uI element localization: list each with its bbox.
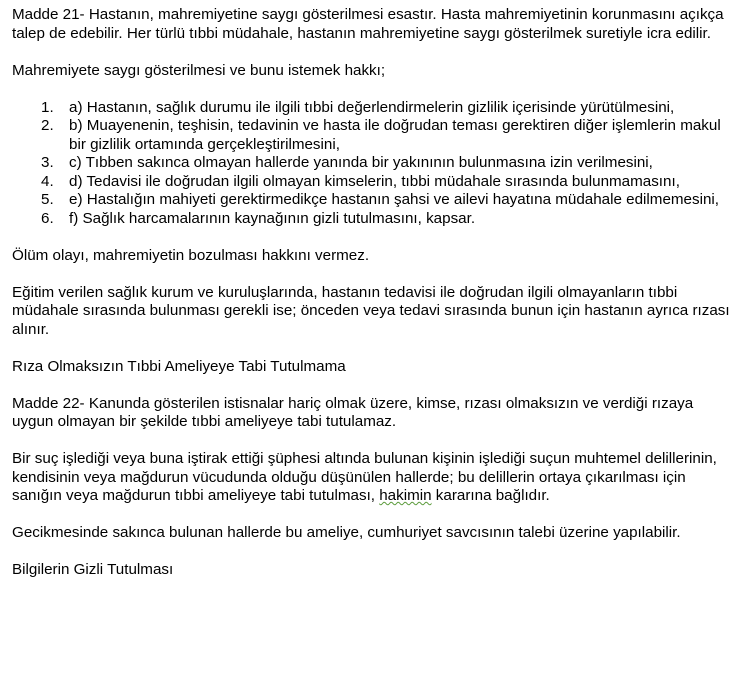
article-21-paragraph: Madde 21- Hastanın, mahremiyetine saygı gösterilmesi esastır. Hasta mahremiyetinin korunmasını açıkça talep de edebilir. Her türlü tıbbi müdahale, hastanın mahremiyetine saygı gösterilmek suretiyle icra edilir. (12, 6, 724, 42)
list-item (12, 173, 736, 192)
list-item (12, 191, 736, 210)
list-item (12, 117, 736, 154)
privacy-rights-list (12, 99, 754, 229)
list-item-text: c) Tıbben sakınca olmayan hallerde yanında bir yakınının bulunmasına izin verilmesini, (69, 154, 653, 171)
list-item-text: b) Muayenenin, teşhisin, tedavinin ve hasta ile doğrudan teması gerektiren diğer işlemlerin makul bir gizlilik ortamında gerçekleştirilmesini, (69, 117, 721, 153)
list-item-number: 3. (41, 154, 54, 171)
spacer (12, 80, 754, 99)
list-item-number: 1. (41, 98, 54, 116)
section-heading: Rıza Olmaksızın Tıbbi Ameliyeye Tabi Tutulmama (12, 357, 346, 375)
list-item-text: d) Tedavisi ile doğrudan ilgili olmayan kimselerin, tıbbi müdahale sırasında bulunmamasını, (69, 172, 680, 190)
list-item-text: e) Hastalığın mahiyeti gerektirmedikçe hastanın şahsi ve ailevi hayatına müdahale edilmemesini, (69, 191, 720, 208)
spacer (12, 228, 754, 247)
spellcheck-underlined-word: hakimin (379, 487, 432, 504)
death-privacy-paragraph: Ölüm olayı, mahremiyetin bozulması hakkını vermez. (12, 246, 370, 264)
list-item-text: a) Hastanın, sağlık durumu ile ilgili tıbbi değerlendirmelerin gizlilik içerisinde yürütülmesini, (69, 98, 675, 116)
privacy-rights-intro: Mahremiyete saygı gösterilmesi ve bunu istemek hakkı; (12, 61, 386, 79)
article-22-paragraph: Madde 22- Kanunda gösterilen istisnalar hariç olmak üzere, kimse, rızası olmaksızın ve verdiği rızaya uygun olmayan bir şekilde tıbbi ameliyeye tabi tutulamaz. (12, 394, 694, 430)
spacer (12, 543, 754, 562)
prosecutor-paragraph: Gecikmesinde sakınca bulunan hallerde bu ameliye, cumhuriyet savcısının talebi üzerine yapılabilir. (12, 524, 681, 541)
spacer (12, 376, 754, 395)
spacer (12, 265, 754, 284)
list-item-number: 6. (41, 209, 54, 227)
list-item-text: f) Sağlık harcamalarının kaynağının gizli tutulmasını, kapsar. (69, 209, 476, 227)
list-item-number: 5. (41, 191, 54, 208)
list-item (12, 154, 736, 173)
spacer (12, 339, 754, 358)
list-item (12, 99, 736, 118)
evidence-paragraph (12, 450, 736, 506)
list-item (12, 210, 736, 229)
evidence-text-end: kararına bağlıdır. (431, 487, 550, 504)
section-heading: Bilgilerin Gizli Tutulması (12, 561, 174, 578)
spacer (12, 432, 754, 451)
spacer (12, 43, 754, 62)
list-item-number: 4. (41, 172, 54, 190)
evidence-text-start: Bir suç işlediği veya buna iştirak ettiği şüphesi altında bulunan kişinin işlediği suçun muhtemel delillerinin, kendisinin veya mağdurun vücudunda olduğu düşünülen hallerde; bu delillerin ortaya çıkarılması için sanığın veya mağdurun tıbbi ameliyeye tabi tutulması, (12, 450, 717, 504)
list-item-number: 2. (41, 117, 54, 134)
education-consent-paragraph: Eğitim verilen sağlık kurum ve kuruluşlarında, hastanın tedavisi ile doğrudan ilgili olmayanların tıbbi müdahale sırasında bulunması gerekli ise; önceden veya tedavi sırasında bunun için hastanın ayrıca rızası alınır. (12, 283, 730, 338)
spacer (12, 506, 754, 525)
